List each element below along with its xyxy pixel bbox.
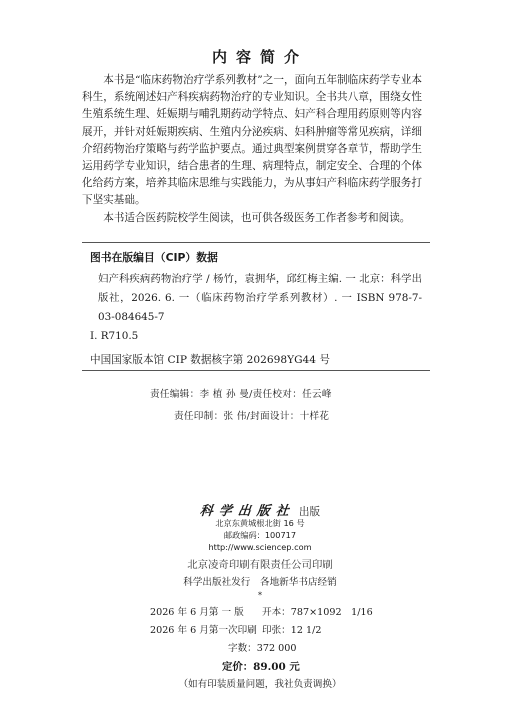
publisher-logo: 科学出版社 [198, 504, 296, 519]
price: 定价：89.00 元 [222, 661, 300, 673]
divider-top [82, 242, 430, 243]
credit-editors: 责任编辑：李 植 孙 曼/责任校对：任云峰 [150, 389, 332, 400]
cip-title: 图书在版编目（CIP）数据 [90, 251, 218, 264]
publisher-logo-suffix: 出版 [298, 506, 321, 518]
quality-note: （如有印装质量问题，我社负责调换） [178, 679, 342, 690]
publisher-website: http://www.sciencep.com [208, 542, 312, 552]
intro-title: 内容简介 [211, 48, 308, 66]
intro-paragraph: 本书是“临床药物治疗学系列教材”之一，面向五年制临床药学专业本科生，系统阐述妇产科疾病药物治疗的专业知识。全书共八章，围绕女性生殖系统生理、妊娠期与哺乳期药动学特点、妇产科合理用药原则等内容展开，并针对妊娠期疾病、生殖内分泌疾病、妇科肿瘤等常见疾病，详细介绍药物治疗策略与药学监护要点。通过典型案例贯穿各章节，帮助学生运用药学专业知识，结合患者的生理、病理特点，制定安全、合理的个体化给药方案，培养其临床思维与实践能力，为从事妇产科临床药学服务打下坚实基础。 [82, 74, 422, 207]
publisher-postcode: 邮政编码：100717 [223, 530, 297, 540]
credit-print-design: 责任印制：张 伟/封面设计：十样花 [174, 411, 330, 422]
intro-text [82, 72, 422, 227]
publisher-logo-row [0, 500, 520, 519]
sheets: 印张：12 1/2 [262, 625, 322, 636]
cip-classification: Ⅰ. R710.5 [90, 330, 139, 342]
separator-star: * [258, 591, 262, 600]
format: 开本：787×1092 1/16 [262, 607, 373, 618]
print-date: 2026 年 6 月第一次印刷 [150, 625, 257, 636]
cip-entry: 妇产科疾病药物治疗学 / 杨竹，袁拥华，邱红梅主编. 一 北京：科学出版社，2026. 6. 一（临床药物治疗学系列教材）. 一 ISBN 978-7-03-084645-7 [98, 273, 422, 323]
cip-record-number: 中国国家版本馆 CIP 数据核字第 202698YG44 号 [90, 354, 330, 366]
distribution: 科学出版社发行 各地新华书店经销 [183, 577, 337, 588]
divider-bottom [82, 370, 430, 371]
intro-paragraph: 本书适合医药院校学生阅读，也可供各级医务工作者参考和阅读。 [103, 211, 411, 224]
printer: 北京凌奇印刷有限责任公司印刷 [187, 559, 333, 571]
publisher-address: 北京东黄城根北街 16 号 [215, 518, 305, 528]
edition-date: 2026 年 6 月第 一 版 [150, 607, 244, 618]
word-count: 字数：372 000 [228, 643, 297, 654]
